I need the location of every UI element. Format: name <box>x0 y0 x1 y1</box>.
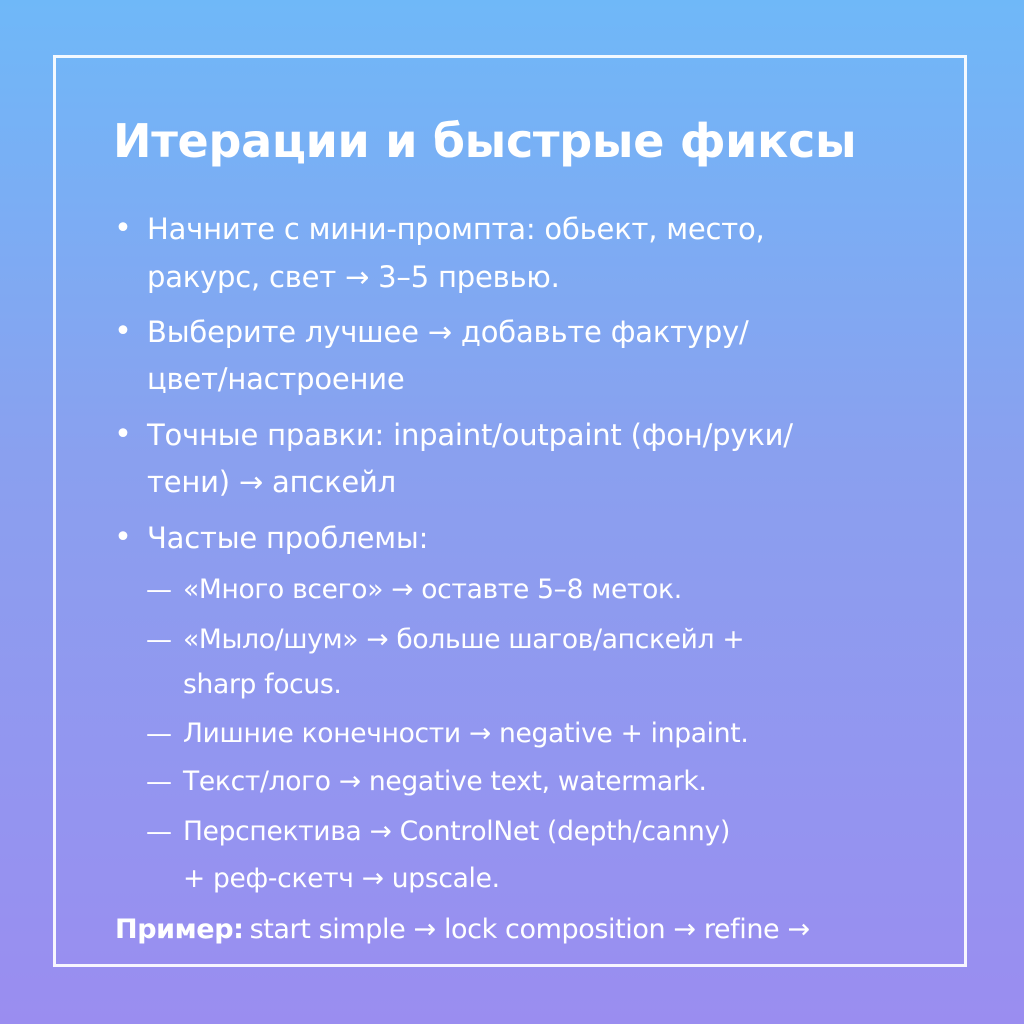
bullet-marker: • <box>114 520 132 555</box>
bullet-marker: • <box>114 314 132 349</box>
problem-3-line-1: Лишние конечности → negative + inpaint. <box>183 718 749 749</box>
problem-4-line-1: Текст/лого → negative text, watermark. <box>183 766 707 797</box>
bullet-marker: • <box>114 211 132 246</box>
bullet-1-line-2: ракурс, свет → 3–5 превью. <box>147 260 560 294</box>
example-line <box>115 910 810 950</box>
bullet-4-line-1: Частые проблемы: <box>147 521 429 555</box>
problem-2-line-1: «Мыло/шум» → больше шагов/апскейл + <box>183 624 745 655</box>
problem-1-line-1: «Много всего» → оставте 5–8 меток. <box>183 574 682 605</box>
dash-marker: — <box>146 817 172 847</box>
bullet-3-line-1: Точные правки: inpaint/outpaint (фон/руки/ <box>147 418 793 452</box>
bullet-2-line-2: цвет/настроение <box>147 362 405 396</box>
dash-marker: — <box>146 625 172 655</box>
example-text: start simple → lock composition → refine → <box>249 914 810 945</box>
dash-marker: — <box>146 767 172 797</box>
problem-5-line-1: Перспектива → ControlNet (depth/canny) <box>183 816 730 847</box>
dash-marker: — <box>146 719 172 749</box>
bullet-2-line-1: Выберите лучшее → добавьте фактуру/ <box>147 315 749 349</box>
problem-5-line-2: + реф-скетч → upscale. <box>183 863 500 894</box>
dash-marker: — <box>146 575 172 605</box>
example-label: Пример: <box>115 914 244 945</box>
bullet-marker: • <box>114 417 132 452</box>
bullet-1-line-1: Начните с мини-промпта: обьект, место, <box>147 212 765 246</box>
page-title: Итерации и быстрые фиксы <box>113 114 857 168</box>
problem-2-line-2: sharp focus. <box>183 669 342 700</box>
bullet-3-line-2: тени) → апскейл <box>147 465 397 499</box>
